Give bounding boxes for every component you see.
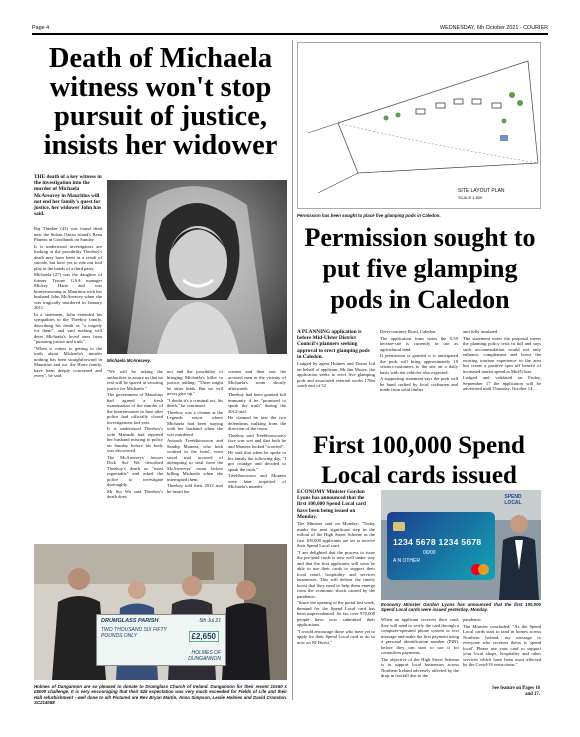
card-chip-icon [393,522,405,531]
para: scream and then saw the accused men in the vicinity of Michaela's room shortly afterwards. [228,369,286,391]
story3-column-3 [463,617,541,683]
para: The objective of the High Street Scheme is to support local businesses across Northern Ireland adversely affected by the drop in footfall due to the [381,656,459,678]
card-holder: A N OTHER [393,558,420,564]
spend-local-banner: SPEND LOCAL [504,494,522,506]
para: It is understood Theeboy's wife Manushi had reported her husband missing to police on Sunday before his body was discovered. [107,426,163,453]
para: The Minister said on Monday: "Today marks the next significant step in the rollout of the High Street Scheme as the first 100,000 applicants are set to receive their Spend Local card. [297,521,375,549]
para: Avinash Treebhoowoon and Sandip Moneea, who both worked in the hotel, were stood trial accused of attempting to steal from the McAreaveys' room before killing Michaela when she interrupted them. [167,438,223,482]
story2-column-3 [463,329,541,429]
story1-column-1 [34,226,102,522]
para: Theeboy was a cleaner at the Legends resort where Michaela had been staying with her husband when she was murdered. [167,409,223,437]
para: Mr Sui Wa said Theeboy's death does [107,488,163,499]
minister-photo-caption: Economy Minister Gordon Lyons has announced that the first 100,000 Spend Local cards were issued yesterday, Monday. [381,602,541,613]
para: Raj Theeker (43) was found dead near the Sultan Ozeau island's Beau Plateau in Goodlands on Sunday. [34,226,102,242]
para: "I am delighted that the process to issue the pre-paid cards is now well under way and that the first applicants will soon be able to use their cards to support their local retail, hospitality and services businesses. This will deliver the timely boost that they need to help them emerge from the economic shock caused by the pandemic. [297,549,375,599]
site-plan-drawing [298,43,541,209]
site-plan-caption: Permission has been sought to place five glamping pods in Caledon. [297,213,441,218]
site-plan-label: SITE LAYOUT PLAN [458,188,505,194]
cheque-words: TWO THOUSAND SIX FIFTY POUNDS ONLY [101,627,167,639]
para: "I doubt it's a criminal act, his death," he continued. [167,397,223,408]
para: Treebhoowoon and Moneea were later acquitted of Michaela's murder. [228,473,286,489]
cheque-date: 5th Jul 21 [199,618,221,624]
cheque-presentation-photo [34,544,287,680]
page-number: Page 4 [32,25,50,31]
para: Lodged and validated on Friday, September 17 the application will be advertised until Thursday, October 14. [463,375,541,391]
para: If permission is granted it is anticipated the pods will bring approximately 10 visitors-customers to the site on a daily basis with ten vehicles also expected. [380,353,458,375]
story2-intro: A PLANNING application is before Mid-Ulster District Council's planners seeking approval to erect glamping pods in Caledon. [297,329,370,360]
story2-column-2 [380,329,458,429]
story1-headline: Death of Michaela witness won't stop pursuit of justice, insists her widower [43,43,278,162]
para: In a statement, John extended his sympathies to the Theeboy family, describing his death as "a tragedy for them", and said nothing will deter Michaela's loved ones from "pursuing justice and truth". [34,311,102,344]
cheque-signed: HOLMES OF DUNGANNON [188,650,221,662]
para: "Since the opening of the portal last week, demand for the Spend Local card has been unprecedented. So far, over 970,000 people have now submitted their applications. [297,600,375,628]
para: He claimed he saw the two defendants walking from the direction of the room. [228,415,286,431]
para: The government of Mauritius had agreed a fresh examination of the murder of the honeymooner in June after police had officially closed investigations last year. [107,392,163,425]
cheque-amount: £2,650 [189,631,219,642]
story3-intro: ECONOMY Minister Gordon Lyons has announced that the first 100,000 Spend Local card have been being issued on Monday. [297,489,367,520]
para: When an applicant receives their card, they will need to verify the card through a computer-operated phone system or text message and make the first payment using a personal identification number (PIN), before they can start to use it for contactless payments. [381,617,459,655]
card-network-icon [471,564,489,575]
portrait-image [107,180,287,354]
column-divider [292,40,293,700]
para: Theeboy had been granted full immunity if he "promised to speak the truth" during the 2012 trial. [228,392,286,414]
para: The McAreaveys' lawyer Dick Sui Wa described Theeboy's death as "most regrettable" and asked the police to investigate thoroughly. [107,454,163,487]
para: and fully insulated. [463,329,499,334]
para: "We will be asking the authorities to assure us that no real will be spared in securing justice for Michaela." [107,369,163,391]
site-plan [297,42,541,209]
para: A supporting statement says the pods will be hand crafted by local craftsmen and made from solid timber [380,376,458,392]
para: Michaela (27) was the daughter of former Tyrone GAA manager Mickey Harte and was honeymooning in Mauritius with her husband John McAreavey when she was tragically murdered in January 2011. [34,272,102,310]
para: He said that when he spoke to his family the following day, "I got courage and decided to speak the truth." [228,450,286,472]
para: The Minister concluded: "As the Spend Local cards start to land in homes across Northern Ireland, my message to everyone who receives theirs is 'spend local'. Please use your card to support your local shops, hospitality and other services which have been most affected by the Covid-19 restrictions." [463,623,541,667]
masthead-rule [32,33,548,35]
card-date: 00/00 [423,550,436,556]
para: It is understood investigators are looking at the possibility Theeboy's death may have been as a result of suicide, but have yet to rule out foul play at the hands of a third party. [34,243,102,271]
para: Derrycourtney Road, Caledon. [380,329,437,334]
story3-column-1 [297,489,375,709]
story1-column-4 [228,369,286,539]
story2-headline: Permission sought to put five glamping pods in Caledon [304,223,536,315]
para: pandemic. [463,617,483,622]
story1-intro: THE death of a key witness in the investigation into the murder of Michaela McAreavey in Mauritius will not end her family's quest for justice, her widower John has said. [34,174,102,218]
cheque-payee: DRUMGLASS PARISH [101,618,159,624]
michaela-photo [107,180,287,354]
large-cheque [96,614,226,666]
date-line: WEDNESDAY, 6th October 2021 - COURIER [440,25,548,31]
spend-local-card [387,512,495,580]
story3-headline: First 100,000 Spend Local cards issued [313,432,525,489]
para: Theeboy told their 2012 trial he heard her [167,483,223,494]
para: not end the possibility of bringing Michaela's killer to justice, adding: "There might be other leads. But we will never give up." [167,369,223,396]
para: The statement notes the proposal meets the planning policy tests in full and says such accommodation would not only enhance, complement and boost the existing tourism experience in the area but create a positive spin off benefit of increased tourist spend in Mid-Ulster. [463,335,541,374]
para: Theeboy said Treebhoowoon's face was wet and that both he and Moneea looked "worried". [228,432,286,449]
para: Lodged by agent Holmes and Doran Ltd on behalf of applicant, Mr Jim Moore, the application seeks to erect five glamping pods and associated external works 170m south east of 52 [297,361,375,389]
para: "I would encourage those who have yet to apply for their Spend Local card to do so now on NI Direct." [297,628,375,645]
see-feature-note: See feature on Pages 16 and 17. [492,686,540,697]
card-number: 1234 5678 1234 5678 [393,537,482,547]
story3-column-2 [381,617,459,712]
michaela-photo-caption: Michaela McAreavey. [107,358,152,363]
para: The application form notes the 0.59 hectare-site is currently in use as agricultural land. [380,335,458,352]
story2-column-1 [297,329,375,429]
story1-column-2 [107,369,163,539]
cheque-caption: Holmes of Dungannon are so pleased to donate to Drumglass Church of Ireland. Dungannon for their recent 10x50 x £5000 challenge. It is very encouraging that their 52k expectation was very much exceeded for Fields of Life and their Hall refurbishment - well done to all! Pictured are Rev Bryan Martin, Anna Simpson, Leslie Holmes and David Cranston. SC214058 [34,684,287,706]
story1-column-3 [167,369,223,539]
para: "When it comes to getting to the truth about Michaela's murder nothing has been straightforward in Mauritius and we, the Harte family, have been deeply concerned and every", he said. [34,345,102,378]
site-plan-scale: SCALE 1:500 [458,195,483,200]
minister-photo [381,490,541,600]
